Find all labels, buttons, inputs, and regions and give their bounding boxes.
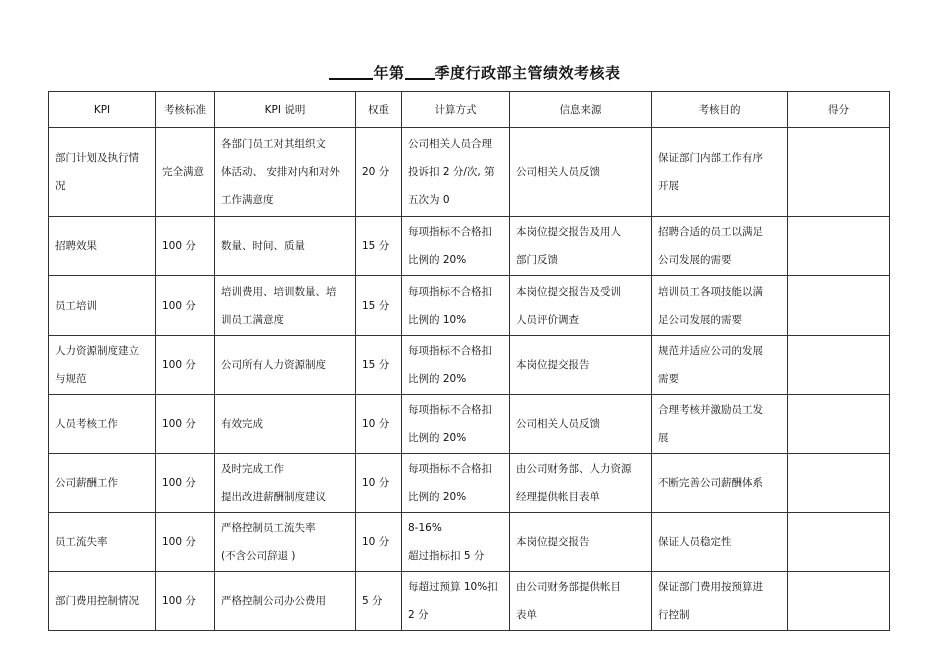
cell-purpose: 规范并适应公司的发展 需要 <box>652 336 788 395</box>
cell-description: 公司所有人力资源制度 <box>215 336 356 395</box>
cell-score[interactable] <box>788 454 890 513</box>
page-title <box>0 62 950 83</box>
table-row <box>49 217 890 276</box>
header-score: 得分 <box>788 92 890 128</box>
cell-kpi: 公司薪酬工作 <box>49 454 156 513</box>
cell-calculation: 每项指标不合格扣 比例的 20% <box>402 454 510 513</box>
cell-standard: 100 分 <box>156 217 215 276</box>
cell-score[interactable] <box>788 276 890 336</box>
cell-description: 培训费用、培训数量、培 训员工满意度 <box>215 276 356 336</box>
table-row <box>49 572 890 631</box>
cell-source: 由公司财务部、人力资源 经理提供帐目表单 <box>510 454 652 513</box>
title-part2: 季度行政部主管绩效考核表 <box>434 64 621 82</box>
cell-standard: 100 分 <box>156 572 215 631</box>
cell-weight: 10 分 <box>356 395 402 454</box>
cell-calculation: 每项指标不合格扣 比例的 20% <box>402 217 510 276</box>
cell-standard: 100 分 <box>156 336 215 395</box>
cell-weight: 5 分 <box>356 572 402 631</box>
cell-purpose: 保证部门内部工作有序 开展 <box>652 128 788 217</box>
cell-standard: 100 分 <box>156 513 215 572</box>
cell-score[interactable] <box>788 336 890 395</box>
cell-standard: 100 分 <box>156 395 215 454</box>
cell-source: 本岗位提交报告及受训 人员评价调查 <box>510 276 652 336</box>
cell-calculation: 8-16% 超过指标扣 5 分 <box>402 513 510 572</box>
cell-source: 公司相关人员反馈 <box>510 128 652 217</box>
title-part1: 年第 <box>373 64 405 82</box>
cell-description: 及时完成工作 提出改进薪酬制度建议 <box>215 454 356 513</box>
cell-weight: 10 分 <box>356 513 402 572</box>
cell-score[interactable] <box>788 513 890 572</box>
table-row <box>49 336 890 395</box>
cell-description: 数量、时间、质量 <box>215 217 356 276</box>
cell-source: 由公司财务部提供帐目 表单 <box>510 572 652 631</box>
cell-kpi: 招聘效果 <box>49 217 156 276</box>
cell-score[interactable] <box>788 395 890 454</box>
year-blank <box>329 64 373 80</box>
cell-kpi: 人力资源制度建立 与规范 <box>49 336 156 395</box>
header-standard: 考核标准 <box>156 92 215 128</box>
cell-weight: 15 分 <box>356 276 402 336</box>
kpi-table <box>48 91 890 631</box>
cell-weight: 10 分 <box>356 454 402 513</box>
table-row <box>49 454 890 513</box>
cell-standard: 完全满意 <box>156 128 215 217</box>
table-row <box>49 395 890 454</box>
cell-source: 本岗位提交报告及用人 部门反馈 <box>510 217 652 276</box>
cell-standard: 100 分 <box>156 454 215 513</box>
cell-kpi: 部门计划及执行情 况 <box>49 128 156 217</box>
header-purpose: 考核目的 <box>652 92 788 128</box>
cell-kpi: 员工培训 <box>49 276 156 336</box>
table-row <box>49 128 890 217</box>
cell-description: 严格控制公司办公费用 <box>215 572 356 631</box>
cell-standard: 100 分 <box>156 276 215 336</box>
cell-weight: 15 分 <box>356 217 402 276</box>
header-calculation: 计算方式 <box>402 92 510 128</box>
header-row <box>49 92 890 128</box>
cell-weight: 15 分 <box>356 336 402 395</box>
table-row <box>49 513 890 572</box>
cell-purpose: 招聘合适的员工以满足 公司发展的需要 <box>652 217 788 276</box>
header-description: KPI 说明 <box>215 92 356 128</box>
cell-weight: 20 分 <box>356 128 402 217</box>
cell-score[interactable] <box>788 217 890 276</box>
cell-description: 有效完成 <box>215 395 356 454</box>
cell-score[interactable] <box>788 572 890 631</box>
cell-purpose: 合理考核并激励员工发 展 <box>652 395 788 454</box>
cell-calculation: 每超过预算 10%扣 2 分 <box>402 572 510 631</box>
cell-source: 本岗位提交报告 <box>510 336 652 395</box>
header-kpi: KPI <box>49 92 156 128</box>
cell-purpose: 不断完善公司薪酬体系 <box>652 454 788 513</box>
cell-kpi: 员工流失率 <box>49 513 156 572</box>
cell-kpi: 人员考核工作 <box>49 395 156 454</box>
cell-description: 各部门员工对其组织文 体活动、 安排对内和对外 工作满意度 <box>215 128 356 217</box>
cell-purpose: 培训员工各项技能以满 足公司发展的需要 <box>652 276 788 336</box>
quarter-blank <box>405 64 435 80</box>
cell-purpose: 保证人员稳定性 <box>652 513 788 572</box>
cell-calculation: 每项指标不合格扣 比例的 10% <box>402 276 510 336</box>
cell-score[interactable] <box>788 128 890 217</box>
cell-source: 本岗位提交报告 <box>510 513 652 572</box>
cell-kpi: 部门费用控制情况 <box>49 572 156 631</box>
header-weight: 权重 <box>356 92 402 128</box>
cell-calculation: 每项指标不合格扣 比例的 20% <box>402 336 510 395</box>
cell-calculation: 每项指标不合格扣 比例的 20% <box>402 395 510 454</box>
cell-description: 严格控制员工流失率 (不含公司辞退 ) <box>215 513 356 572</box>
cell-purpose: 保证部门费用按预算进 行控制 <box>652 572 788 631</box>
table-row <box>49 276 890 336</box>
header-source: 信息来源 <box>510 92 652 128</box>
cell-calculation: 公司相关人员合理 投诉扣 2 分/次, 第 五次为 0 <box>402 128 510 217</box>
cell-source: 公司相关人员反馈 <box>510 395 652 454</box>
